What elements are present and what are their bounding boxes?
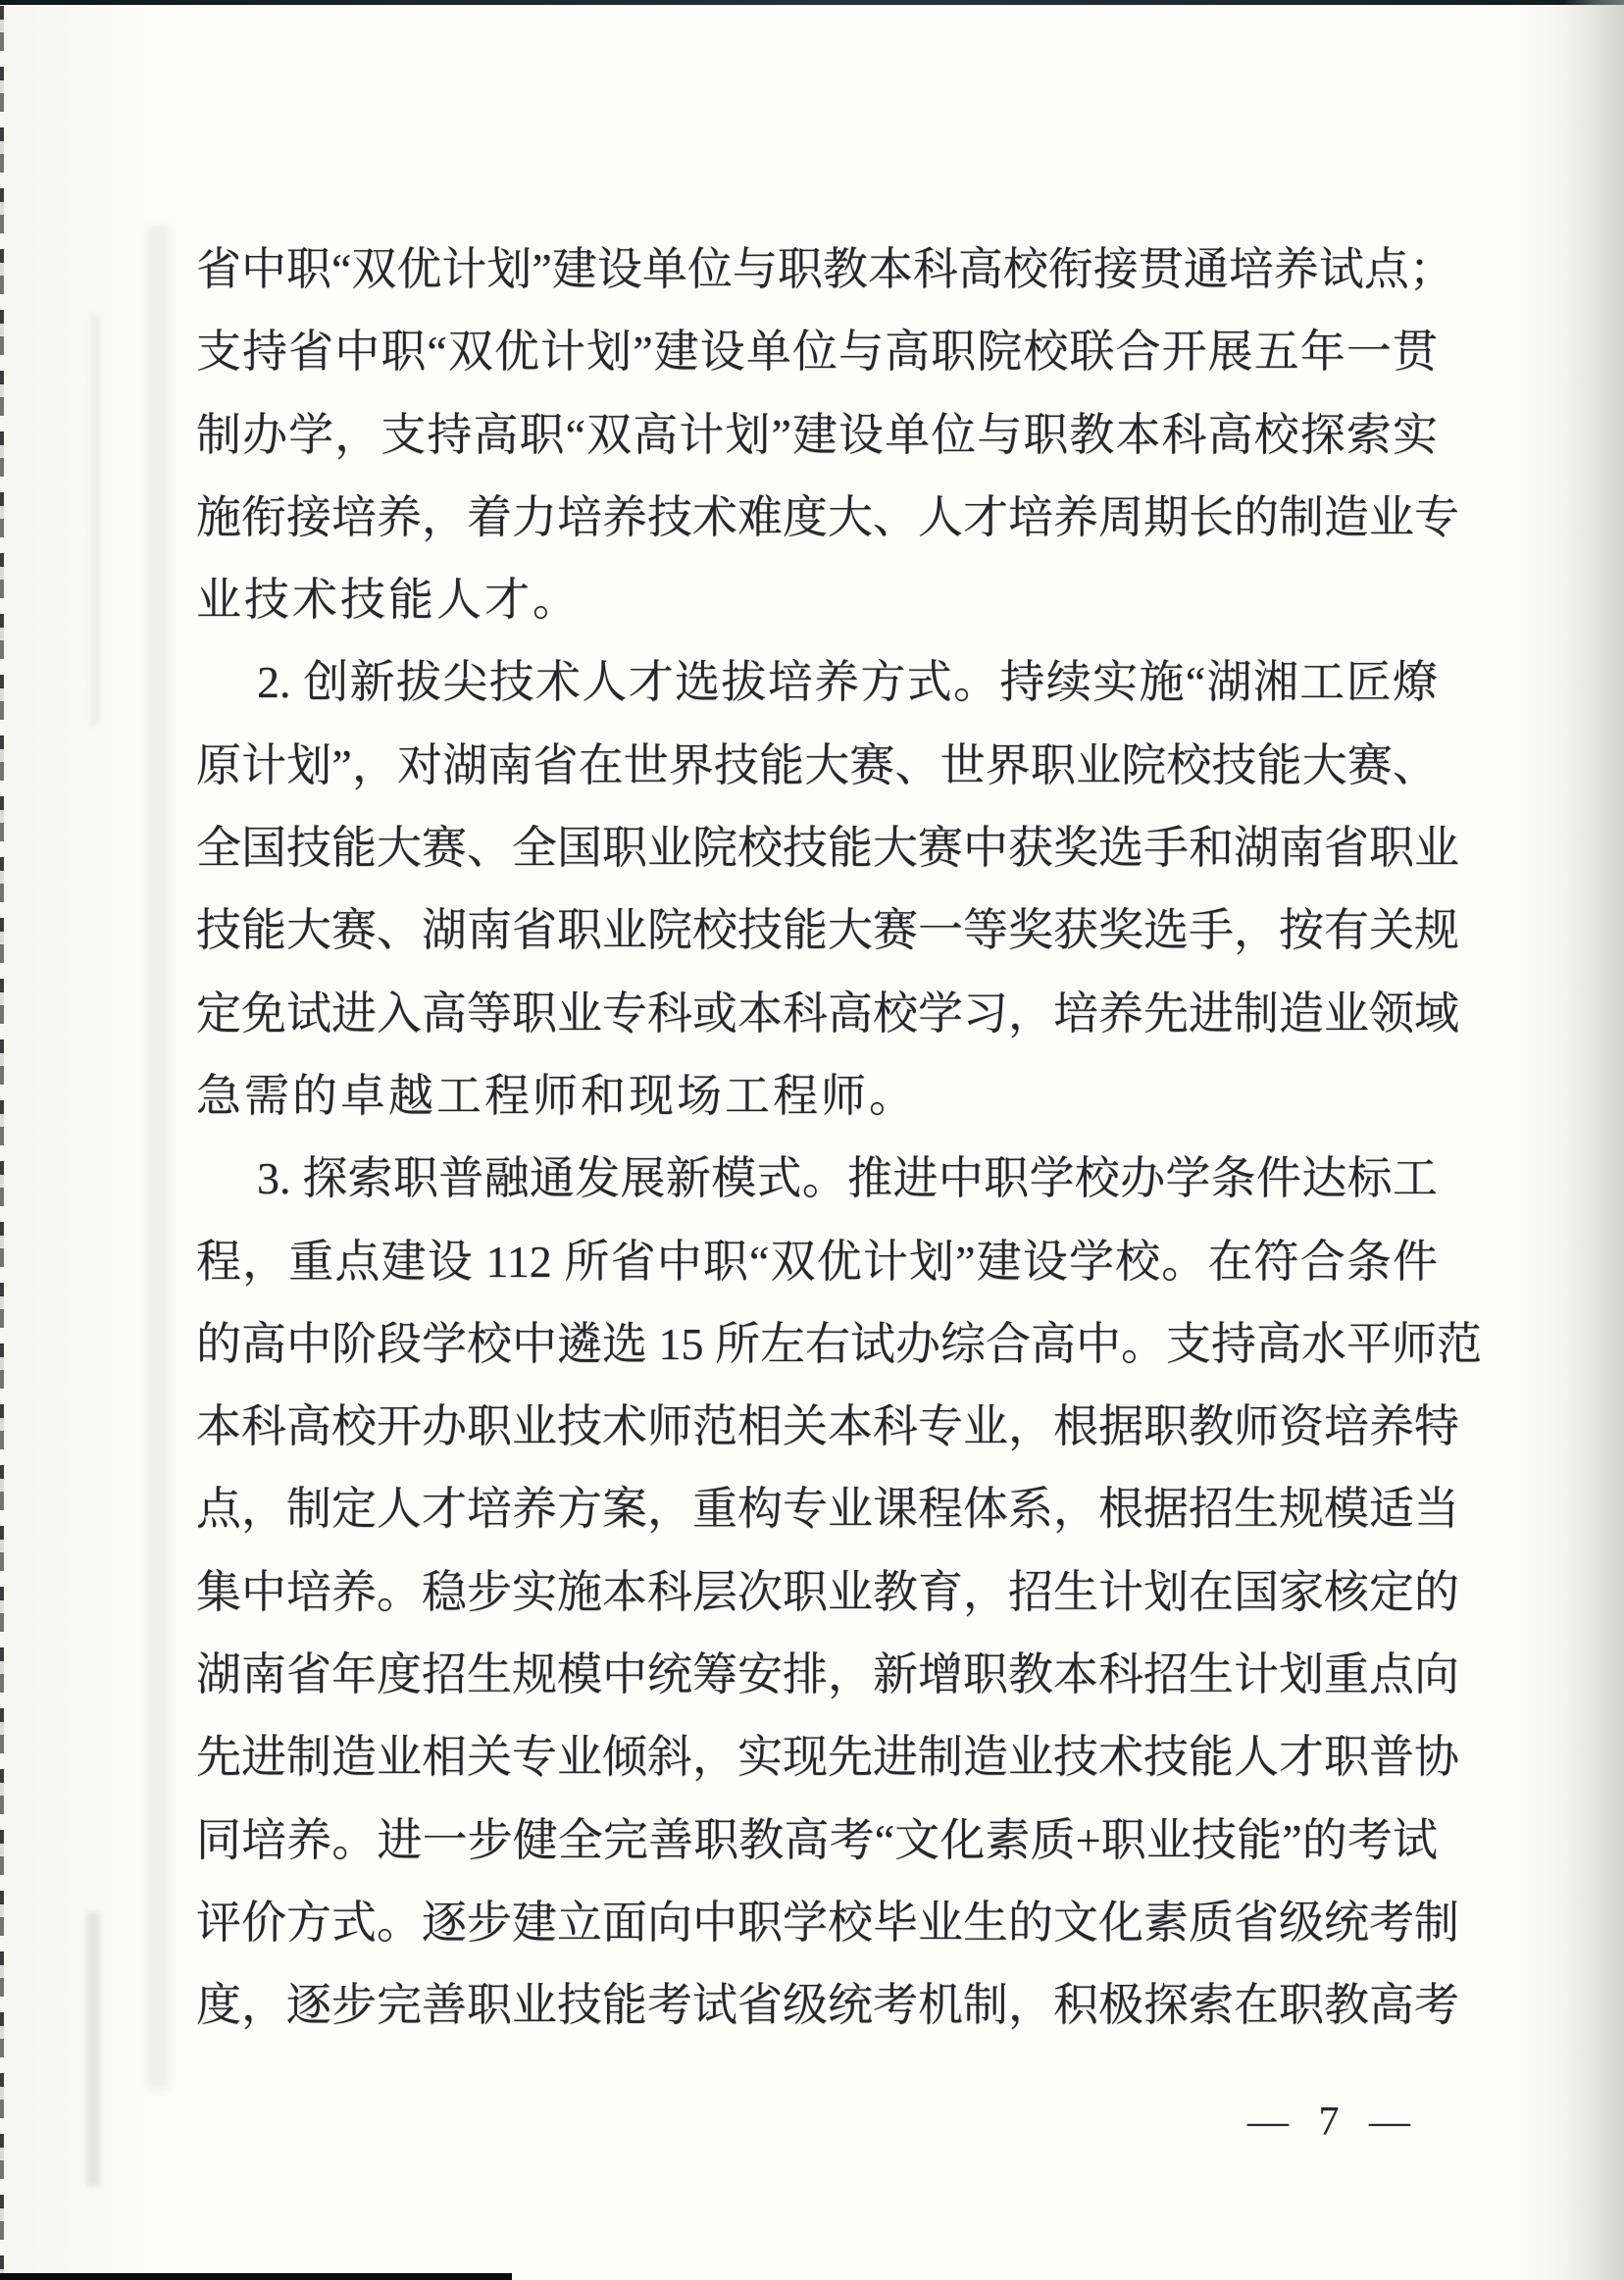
text-line: 湖南省年度招生规模中统筹安排，新增职教本科招生计划重点向: [196, 1649, 1459, 1700]
text-line: 技能大赛、湖南省职业院校技能大赛一等奖获奖选手，按有关规: [196, 905, 1459, 956]
text-line: 施衔接培养，着力培养技术难度大、人才培养周期长的制造业专: [196, 491, 1459, 542]
text-line-paragraph-start: 3. 探索职普融通发展新模式。推进中职学校办学条件达标工: [257, 1153, 1438, 1204]
text-line: 集中培养。稳步实施本科层次职业教育，招生计划在国家核定的: [196, 1566, 1459, 1617]
scan-artifact-top-edge: [0, 0, 1624, 5]
text-line: 评价方式。逐步建立面向中职学校毕业生的文化素质省级统考制: [196, 1897, 1459, 1948]
text-line: 程，重点建设 112 所省中职“双优计划”建设学校。在符合条件: [196, 1236, 1438, 1287]
scan-artifact-streak: [90, 314, 100, 726]
document-body-text: [196, 228, 1482, 2048]
text-line: 省中职“双优计划”建设单位与职教本科高校衔接贯通培养试点；: [196, 244, 1454, 294]
text-line: 原计划”，对湖南省在世界技能大赛、世界职业院校技能大赛、: [196, 739, 1438, 790]
text-line: 度，逐步完善职业技能考试省级统考机制，积极探索在职教高考: [196, 1980, 1459, 2031]
text-line: 定免试进入高等职业专科或本科高校学习，培养先进制造业领域: [196, 988, 1459, 1039]
scan-artifact-left-edge: [0, 6, 4, 2273]
text-line-paragraph-start: 2. 创新拔尖技术人才选拔培养方式。持续实施“湖湘工匠燎: [257, 657, 1438, 708]
text-line: 支持省中职“双优计划”建设单位与高职院校联合开展五年一贯: [196, 327, 1438, 378]
text-line: 先进制造业相关专业倾斜，实现先进制造业技术技能人才职普协: [196, 1732, 1459, 1783]
scan-artifact-bottom-line: [0, 2273, 512, 2280]
text-line: 制办学，支持高职“双高计划”建设单位与职教本科高校探索实: [196, 409, 1438, 460]
text-line: 本科高校开办职业技术师范相关本科专业，根据职教师资培养特: [196, 1401, 1459, 1452]
scan-artifact-streak: [86, 1912, 100, 2187]
text-line: 点，制定人才培养方案，重构专业课程体系，根据招生规模适当: [196, 1484, 1459, 1535]
text-line: 全国技能大赛、全国职业院校技能大赛中获奖选手和湖南省职业: [196, 823, 1459, 874]
text-line-paragraph-end: 急需的卓越工程师和现场工程师。: [196, 1070, 917, 1121]
text-line-paragraph-end: 业技术技能人才。: [196, 575, 581, 626]
scan-artifact-streak: [147, 226, 169, 2089]
text-line: 同培养。进一步健全完善职教高考“文化素质+职业技能”的考试: [196, 1814, 1438, 1865]
text-line: 的高中阶段学校中遴选 15 所左右试办综合高中。支持高水平师范: [196, 1318, 1482, 1369]
scan-artifact-right-band: [1563, 0, 1624, 2280]
page-number: — 7 —: [1247, 2100, 1420, 2145]
